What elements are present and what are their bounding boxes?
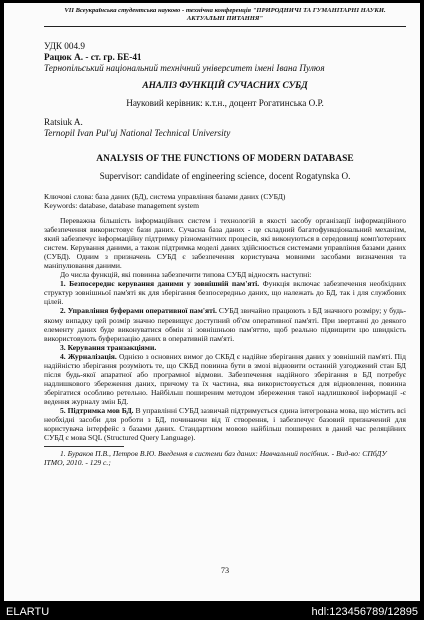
paragraph: Переважна більшість інформаційних систем і технологій в якості засобу організації інформаційного забезпечення використовує бази даних. Сучасна база даних - це складний багатофункціональний механізм, який забезпечує інформаційну підтримку різноманітних процесів, які виконуються в середовищі комп'ютерних систем. Керування даними, а також підтримка моделі даних здійснюється системами управління базами даних (СУБД). Одним з призначень СУБД є забезпечення користувача мовними засобами визначення та маніпулювання даними. [44, 216, 406, 271]
repository-name: ELARTU [6, 606, 50, 618]
paragraph: 4. Журналізація. Однією з основних вимог до СКБД є надійне зберігання даних у зовнішній пам'яті. Під надійністю зберігання розуміють те, що СКБД повинна бути в змозі відновити останній узгоджений стан БД після будь-якої апаратної або програмної відмови. Забезпечення надійного зберігання в БД потребує надлишкового збереження даних, причому та їх частина, яка використовується для відновлення, повинна зберігатися особливо ретельно. Найбільш поширеним методом збереження такої надлишкової інформації -є ведення журналу змін БД. [44, 351, 406, 406]
affiliation-en: Ternopil Ivan Pul'uj National Technical University [44, 128, 231, 138]
keywords-en: Keywords: database, database management system [44, 201, 199, 210]
keywords-block [44, 192, 406, 210]
page-number: 73 [220, 566, 230, 575]
paper-page [4, 3, 420, 601]
header-divider [44, 26, 406, 27]
reference-item: 1. Бураков П.В., Петров В.Ю. Введення в системи баз даних: Навчальний посібник. - Вид-во: СПбДУ ІТМО, 2010. - 129 с.; [44, 449, 387, 468]
author-ua: Рацюк А. - ст. гр. БЕ-41 [44, 52, 142, 62]
author-en: Ratsiuk A. [44, 117, 83, 127]
supervisor-ua: Науковий керівник: к.т.н., доцент Рогатинська О.Р. [126, 98, 324, 108]
supervisor-en: Supervisor: candidate of engineering science, docent Rogatynska O. [99, 171, 351, 181]
affiliation-ua: Тернопільський національний технічний університет імені Івана Пулюя [44, 63, 325, 73]
conference-header [44, 7, 406, 23]
paragraph: До числа функцій, які повинна забезпечити типова СУБД відносять наступні: [60, 270, 312, 280]
conference-header-line2: АКТУАЛЬНІ ПИТАННЯ" [186, 15, 264, 22]
handle-id: hdl:123456789/12895 [311, 606, 418, 618]
title-ua: АНАЛІЗ ФУНКЦІЙ СУЧАСНИХ СУБД [142, 81, 308, 91]
footnote-divider [44, 446, 124, 447]
paragraph: 5. Підтримка мов БД. В управлінні СУБД зазвичай підтримується єдина інтегрована мова, що містить всі необхідні засоби для роботи з БД, починаючи від її створення, і забезпечує базовий призначений для користувача інтерфейс з базами даних. Стандартним мовою найбільш поширених в даний час реляційних СУБД є мова SQL (Structured Query Language). [44, 405, 406, 443]
paragraph: 3. Керування транзакціями. [60, 342, 157, 352]
conference-header-line1: VII Всеукраїнська студентська науково - технічна конференція "ПРИРОДНИЧІ ТА ГУМАНІТАРНІ НАУКИ. [64, 7, 386, 14]
keywords-ua: Ключові слова: база даних (БД), система управління базами даних (СУБД) [44, 192, 286, 201]
paragraph: 1. Безпосереднє керування даними у зовнішній пам'яті. Функція включає забезпечення необхідних структур зовнішньої пам'яті як для зберігання безпосередньо даних, що належать до БД, так і для службових цілей. [44, 279, 406, 307]
body-text [44, 216, 406, 442]
paragraph: 2. Управління буферами оперативної пам'яті. СУБД звичайно працюють з БД значного розміру; у будь-якому випадку цей розмір значно перевищує доступний об'єм оперативної пам'яті. При звертанні до деякого елементу даних буде виконуватися обмін зі зовнішньою пам'яттю, щоб реально підвищити цю швидкість використовують буферизацію даних в оперативній пам'яті. [44, 306, 406, 343]
paper-content [44, 41, 406, 467]
title-en: ANALYSIS OF THE FUNCTIONS OF MODERN DATABASE [96, 154, 354, 164]
udk-code: УДК 004.9 [44, 41, 85, 51]
